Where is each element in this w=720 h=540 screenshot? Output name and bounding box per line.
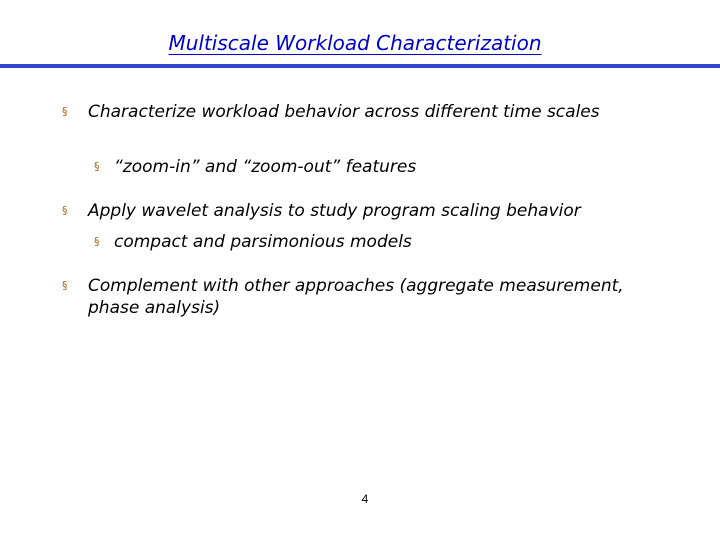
slide-title: Multiscale Workload Characterization (168, 31, 542, 55)
subbullet-item (94, 156, 654, 178)
bullet-text: Apply wavelet analysis to study program scaling behavior (88, 201, 581, 221)
bullet-marker-icon: § (62, 204, 68, 217)
page-number: 4 (361, 492, 369, 506)
subbullet-item (94, 231, 654, 253)
bullet-item (62, 101, 662, 123)
bullet-text: Complement with other approaches (aggregate measurement, phase analysis) (88, 276, 624, 318)
bullet-marker-icon: § (94, 235, 100, 248)
bullet-marker-icon: § (62, 279, 68, 292)
bullet-item (62, 275, 662, 319)
bullet-marker-icon: § (94, 160, 100, 173)
bullet-marker-icon: § (62, 105, 68, 118)
bullet-item (62, 200, 702, 222)
title-divider (0, 64, 720, 68)
subbullet-text: “zoom-in” and “zoom-out” features (114, 157, 417, 177)
subbullet-text: compact and parsimonious models (114, 232, 412, 252)
bullet-text: Characterize workload behavior across different time scales (88, 102, 600, 122)
